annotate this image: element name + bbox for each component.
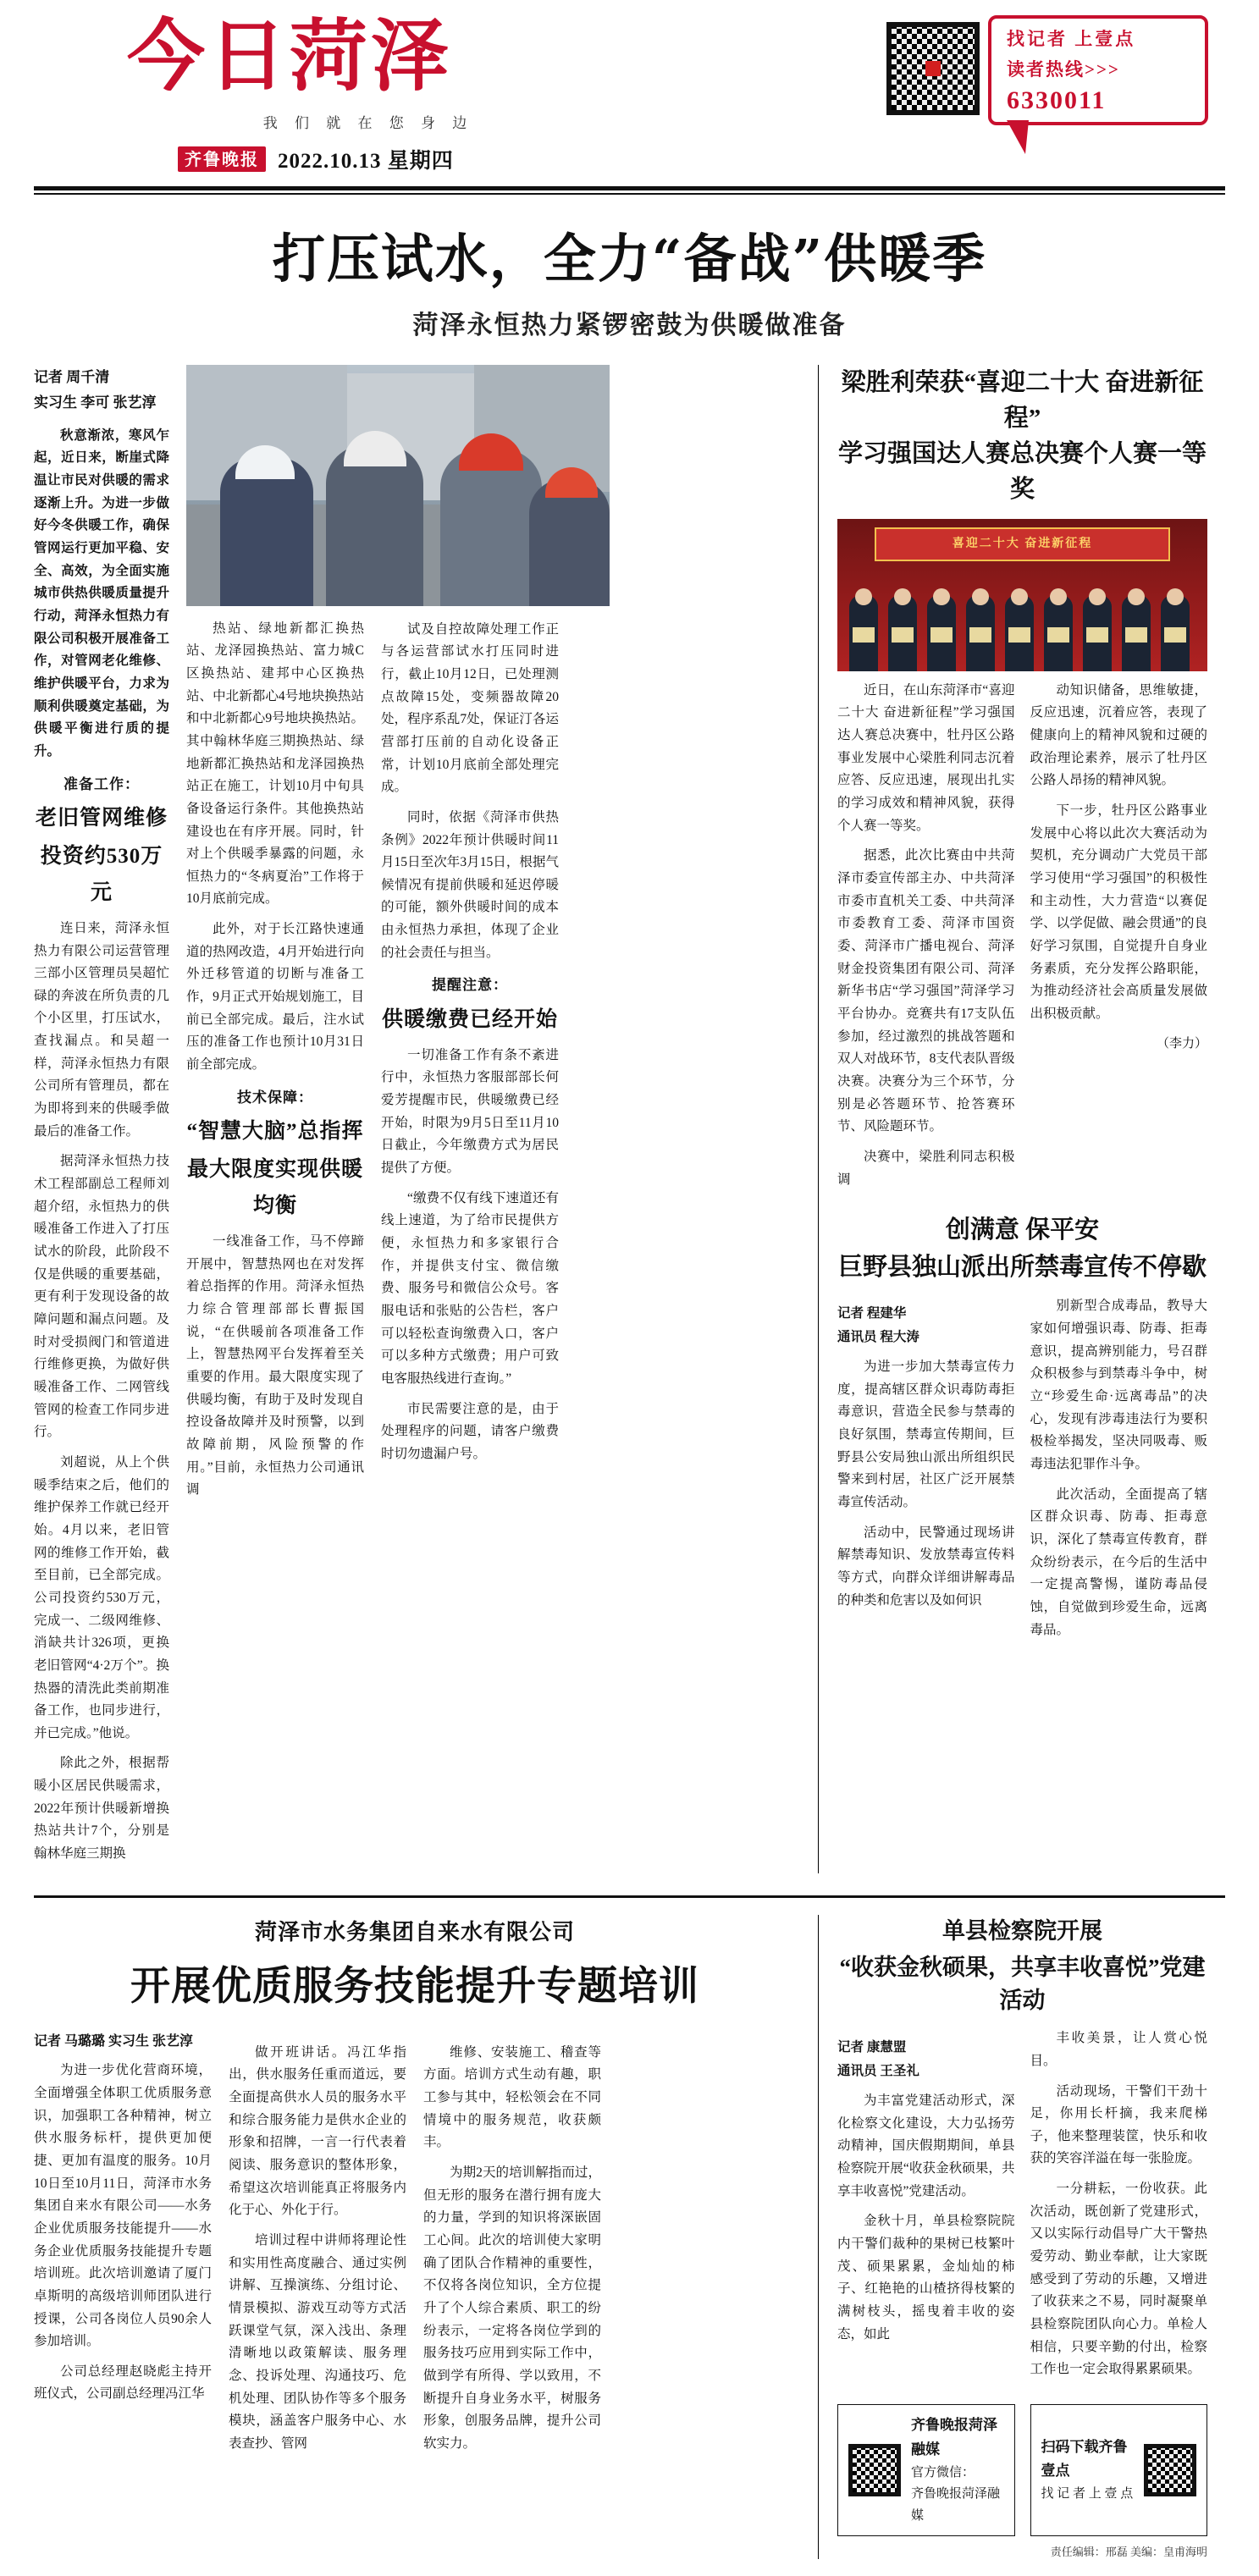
- bottom-left-title: 开展优质服务技能提升专题培训: [130, 1962, 699, 2010]
- bl-p1: 为进一步优化营商环境，全面增强全体职工优质服务意识，加强职工各种精神，树立供水服务标杆，提供更加便捷、更加有温度的服务。10月10日至10月11日，菏泽市水务集团自来水有限公司——水务企业优质服务技能提升——水务企业优质服务技能提升专题培训班。此次培训邀请了厦门卓斯明的高级培训师团队进行授课，公司各岗位人员90余人参加培训。: [34, 2063, 212, 2349]
- right-article-1-title-line-2: 学习强国达人赛总决赛个人赛一等奖: [837, 439, 1207, 503]
- ra1-signature: （李力）: [1156, 1036, 1207, 1051]
- qilu-evening-news-logo: 齐鲁晚报: [178, 146, 266, 172]
- s1-p4: 除此之外，根据帮暖小区居民供暖需求，2022年预计供暖新增换热站共计7个，分别是翰林华庭三期换: [34, 1756, 169, 1862]
- s2-p1: 热站、绿地新都汇换热站、龙泽园换热站、富力城C区换热站、建邦中心区换热站、中北新都心4号地块换热站和中北新都心9号地块换热站。其中翰林华庭三期换热站、绿地新都汇换热站和龙泽园换热站正在施工，计划10月中旬具备设备运行条件。其他换热站建设也在有序开展。同时，针对上个供暖季暴露的问题，永恒热力的“冬病夏治”工作将于10月底前完成。: [186, 621, 364, 907]
- lead-headline: 打压试水，全力“备战”供暖季: [272, 227, 987, 290]
- qr-code-icon[interactable]: [886, 22, 980, 115]
- section-5-line2: 供暖缴费已经开始: [381, 1007, 558, 1031]
- section-1-line3: 投资约530万元: [40, 844, 163, 904]
- photo-head: [1089, 588, 1106, 605]
- s5-p2: “缴费不仅有线下速道还有线上速道，为了给市民提供方便，永恒热力和多家银行合作，并提供支付宝、微信缴费、服务号和微信公众号。客服电话和张贴的公告栏，客户可以轻松查询缴费入口，客户可以多种方式缴费；用户可致电客服热线进行查询。”: [381, 1190, 559, 1386]
- ra2-byline-1: 记者 程建华: [837, 1306, 907, 1321]
- photo-head: [1011, 588, 1028, 605]
- right-article-1-title-line-1: 梁胜利荣获“喜迎二十大 奋进新征程”: [841, 368, 1204, 432]
- photo-head: [933, 588, 950, 605]
- right-article-1-body: [837, 680, 1207, 1199]
- masthead-slogan: 我 们 就 在 您 身 边: [262, 114, 474, 131]
- br-p2: 金秋十月，单县检察院院内干警们裁种的果树已枝繁叶茂、硕果累累，金灿灿的柿子、红艳艳的山楂挤得枝繁的满树枝头，摇曳着丰收的姿态，如此: [837, 2214, 1015, 2342]
- page-title: 今日菏泽: [127, 10, 453, 102]
- right-article-2-body: [837, 1295, 1207, 1649]
- photo-head: [1128, 588, 1145, 605]
- right-article-2-col-1: [837, 1295, 1015, 1649]
- right-zone: [818, 365, 1207, 1873]
- wechat-line-1: 齐鲁晚报菏泽融媒: [911, 2417, 997, 2457]
- app-qr-icon[interactable]: [1144, 2444, 1196, 2496]
- ra1-p4: 动知识储备，思维敏捷，反应迅速，沉着应答，表现了健康向上的精神风貌和过硬的政治理论素养，展示了牡丹区公路人昂扬的精神风貌。: [1030, 682, 1207, 788]
- footer-boxes: [837, 2404, 1207, 2536]
- ra2-byline-2: 通讯员 程大涛: [837, 1330, 919, 1345]
- wechat-line-3: 齐鲁晚报菏泽融媒: [911, 2487, 1001, 2523]
- workers-inspection-photo: [186, 365, 610, 606]
- s1-p3: 刘超说，从上个供暖季结束之后，他们的维护保养工作就已经开始。4月以来，老旧管网的维修工作开始，截至目前，已全部完成。公司投资约530万元，完成一、二级网维修、消缺共计326项，更换老旧管网“4·2万个”。换热器的清洗此类前期准备工作，也同步进行，并已完成。”他说。: [34, 1454, 169, 1740]
- section-1-heading: [34, 772, 169, 911]
- main-zone: [34, 365, 1225, 1873]
- app-line-1: 扫码下载齐鲁壹点: [1041, 2438, 1128, 2479]
- masthead-meta: [178, 144, 559, 174]
- photo-person-1: [220, 458, 313, 606]
- ra2-p4: 此次活动，全面提高了辖区群众识毒、防毒、拒毒意识，深化了禁毒宣传教育，群众纷纷表示，在今后的生活中一定提高警惕，谨防毒品侵蚀，自觉做到珍爱生命，远离毒品。: [1030, 1487, 1207, 1637]
- wechat-box[interactable]: [837, 2404, 1015, 2536]
- s1-p2: 据菏泽永恒热力技术工程部副总工程师刘超介绍，永恒热力的供暖准备工作进入了打压试水的阶段，此阶段不仅是供暖的重要基础，更有利于发现设备的故障问题和漏点问题。及时对受损阀门和管道进行维修更换，为做好供暖准备工作、二网管线管网的检查工作同步进行。: [34, 1154, 169, 1440]
- s3-p1: 一线准备工作，马不停蹄开展中，智慧热网也在对发挥着总指挥的作用。菏泽永恒热力综合管理部部长曹振国说，“在供暖前各项准备工作上，智慧热网平台发挥着至关重要的作用。最大限度实现了供暖均衡，有助于及时发现自控设备故障并及时预警，以到故障前期，风险预警的作用。”目前，永恒热力公司通讯调: [186, 1233, 364, 1498]
- imprint: 责任编辑：邢磊 美编：皇甫海明: [1050, 2546, 1207, 2559]
- award-ceremony-photo: [837, 519, 1207, 671]
- lead-lede: 秋意渐浓，寒风乍起，近日来，断崖式降温让市民对供暖的需求逐渐上升。为进一步做好今冬供暖工作，确保管网运行更加平稳、安全、高效，为全面实施城市供热供暖质量提升行动，菏泽永恒热力有限公司积极开展准备工作，对管网老化维修、维护供暖平台，力求为顺利供暖奠定基础，为供暖平衡进行质的提升。: [34, 427, 169, 758]
- callout-line-1: 找记者 上壹点: [1007, 29, 1136, 49]
- app-download-box[interactable]: [1030, 2404, 1208, 2536]
- qr-center-mark: [925, 61, 941, 76]
- photo-person-4: [529, 479, 610, 606]
- hotline-callout: [988, 15, 1208, 125]
- divider-thick: [34, 186, 1225, 190]
- bl-p4: 培训过程中讲师将理论性和实用性高度融合、通过实例讲解、互操演练、分组讨论、情景模拟、游戏互动等方式活跃课堂气氛，深入浅出、条理清晰地以政策解读、服务理念、投诉处理、沟通技巧、危机处理、团队协作等多个服务模块，涵盖客户服务中心、水表查抄、管网: [229, 2233, 406, 2451]
- section-3-heading: [186, 1085, 364, 1224]
- br-title-line-2: “收获金秋硕果，共享丰收喜悦”党建活动: [839, 1954, 1206, 2014]
- lead-article: [34, 365, 796, 1873]
- bottom-right-article: [818, 1915, 1207, 2560]
- lead-article-columns: [34, 365, 796, 1873]
- s4-p2: 同时，依据《菏泽市供热条例》2022年预计供暖时间11月15日至次年3月15日，根据气候情况有提前供暖和延迟停暖的可能，额外供暖时间的成本由永恒热力承担，体现了企业的社会责任与担当。: [381, 809, 559, 960]
- app-line-2: 找 记 者 上 壹 点: [1041, 2487, 1134, 2502]
- photo-banner-text: 喜迎二十大 奋进新征程: [952, 537, 1093, 550]
- wechat-text: [911, 2413, 1004, 2527]
- photo-certificate: [1164, 627, 1186, 643]
- photo-certificate: [969, 627, 991, 643]
- masthead: [34, 0, 1225, 174]
- bl-p5: 维修、安装施工、稽查等方面。培训方式生动有趣，职工参与其中，轻松领会在不同情境中的服务规范，收获颇丰。: [423, 2044, 601, 2150]
- photo-person-2: [326, 445, 423, 606]
- byline-reporter: 记者 周千清: [34, 368, 110, 385]
- photo-certificate: [1047, 627, 1069, 643]
- section-3-line3: 最大限度实现供暖均衡: [186, 1157, 363, 1217]
- section-5-heading: [381, 973, 559, 1037]
- right-article-2-title-line-1: 创满意 保平安: [945, 1216, 1100, 1244]
- right-article-2-title-line-2: 巨野县独山派出所禁毒宣传不停歇: [837, 1254, 1207, 1282]
- photo-certificate: [1008, 627, 1030, 643]
- photo-head: [972, 588, 989, 605]
- br-p5: 一分耕耘，一份收获。此次活动，既创新了党建形式，又以实际行动倡导广大干警热爱劳动、勤业奉献，让大家既感受到了劳动的乐趣，又增进了收获来之不易，同时凝聚单县检察院团队向心力。单检人相信，只要辛勤的付出，检察工作也一定会取得累累硕果。: [1030, 2182, 1207, 2377]
- right-article-1-col-1: [837, 680, 1015, 1199]
- wechat-qr-icon[interactable]: [848, 2444, 901, 2496]
- photo-banner: [875, 527, 1171, 561]
- issue-date: 2022.10.13 星期四: [278, 149, 454, 173]
- photo-certificate: [1125, 627, 1147, 643]
- photo-certificate: [892, 627, 914, 643]
- ra2-p3: 别新型合成毒品，教导大家如何增强识毒、防毒、拒毒意识，提高辨别能力，号召群众积极参与到禁毒斗争中，树立“珍爱生命·远离毒品”的决心，发现有涉毒违法行为要积极检举揭发，坚决同吸毒、贩毒违法犯罪作斗争。: [1030, 1299, 1207, 1471]
- bottom-left-subtitle: 菏泽市水务集团自来水有限公司: [254, 1919, 575, 1944]
- section-1-line2: 老旧管网维修: [35, 806, 168, 830]
- photo-person-3: [440, 450, 542, 606]
- ra2-p2: 活动中，民警通过现场讲解禁毒知识、发放禁毒宣传料等方式，向群众详细讲解毒品的种类和危害以及如何识: [837, 1525, 1015, 1608]
- lead-headline-block: [34, 195, 1225, 346]
- ra1-p2: 据悉，此次比赛由中共菏泽市委宣传部主办、中共菏泽市委市直机关工委、中共菏泽市委教育工委、菏泽市国资委、菏泽市广播电视台、菏泽财金投资集团有限公司、菏泽新华书店“学习强国”菏泽学习平台协办。竞赛共有17支队伍参加，经过激烈的挑战答题和双人对战环节，8支代表队晋级决赛。决赛分为三个环节，分别是必答题环节、抢答赛环节、风险题环节。: [837, 848, 1015, 1134]
- photo-certificate: [853, 627, 875, 643]
- right-article-1-col-2: [1030, 680, 1208, 1199]
- br-title-line-1: 单县检察院开展: [942, 1917, 1102, 1944]
- s1-p1: 连日来，菏泽永恒热力有限公司运营管理三部小区管理员吴超忙碌的奔波在所负责的几个小区里，打压试水，查找漏点。和吴超一样，菏泽永恒热力有限公司所有管理员，都在为即将到来的供暖季做最后的准备工作。: [34, 920, 169, 1139]
- br-col-1: [837, 2027, 1015, 2389]
- s5-p1: 一切准备工作有条不紊进行中，永恒热力客服部部长何爱芳提醒市民，供暖缴费已经开始，时限为9月5日至11月10日截止，今年缴费方式为居民提供了方便。: [381, 1047, 559, 1175]
- bottom-zone: [34, 1895, 1225, 2560]
- bl-byline: 记者 马璐璐 实习生 张艺淳: [34, 2033, 194, 2049]
- masthead-right: [886, 15, 1225, 125]
- br-byline-2: 通讯员 王圣礼: [837, 2064, 919, 2079]
- masthead-left: [34, 10, 559, 174]
- hotline-number: 6330011: [1007, 86, 1107, 114]
- section-1-label: 准备工作：: [64, 775, 140, 792]
- bl-col-2: [229, 2016, 406, 2463]
- bottom-left-article: [34, 1915, 796, 2560]
- right-article-2-col-2: [1030, 1295, 1208, 1649]
- br-byline-1: 记者 康慧盟: [837, 2040, 907, 2055]
- s4-p1: 试及自控故障处理工作正与各运营部试水打压同时进行，截止10月12日，已处理测点故障15处，变频器故障20处，程序系乱7处，保证汀各运营部打压前的自动化设备正常，计划10月底前全部处理完成。: [381, 621, 559, 795]
- lead-subheadline: 菏泽永恒热力紧锣密鼓为供暖做准备: [412, 311, 847, 339]
- photo-people-group: [837, 591, 1207, 671]
- br-p4: 活动现场，干警们干劲十足，你用长杆摘，我来爬梯子，他来整理装筐，快乐和收获的笑容洋溢在每一张脸庞。: [1030, 2083, 1207, 2166]
- bl-col-1: [34, 2016, 212, 2463]
- photo-head: [1050, 588, 1067, 605]
- photo-head: [894, 588, 911, 605]
- ra1-p5: 下一步，牡丹区公路事业发展中心将以此次大赛活动为契机，充分调动广大党员干部学习使用“学习强国”的积极性和主动性，大力营造“以赛促学、以学促做、融会贯通”的良好学习氛围，自觉提升自身业务素质，充分发挥公路职能，为推动经济社会高质量发展做出积极贡献。: [1030, 803, 1207, 1021]
- bottom-left-columns: [34, 2016, 796, 2463]
- br-p1: 为丰富党建活动形式，深化检察文化建设，大力弘扬劳动精神，国庆假期期间，单县检察院开展“收获金秋硕果，共享丰收喜悦”党建活动。: [837, 2093, 1015, 2198]
- br-columns: [837, 2027, 1207, 2389]
- s2-p2: 此外，对于长江路快速通道的热网改造，4月开始进行向外迁移管道的切断与准备工作，9月正式开始规划施工，目前已全部完成。最后，注水试压的准备工作也预计10月31日前全部完成。: [186, 922, 364, 1073]
- br-col-2: [1030, 2027, 1208, 2389]
- photo-certificate: [1086, 627, 1108, 643]
- bl-p2: 公司总经理赵晓彪主持开班仪式，公司副总经理冯江华: [34, 2364, 212, 2402]
- photo-head: [1167, 588, 1184, 605]
- lead-column-1: [34, 365, 169, 1873]
- photo-head: [855, 588, 872, 605]
- bl-p3: 做开班讲话。冯江华指出，供水服务任重而道远，要全面提高供水人员的服务水平和综合服务能力是供水企业的形象和招牌，一言一行代表着阅读、服务意识的整体形象，希望这次培训能真正将服务内化于心、外化于行。: [229, 2044, 406, 2218]
- section-3-line2: “智慧大脑”总指挥: [186, 1119, 364, 1143]
- ra1-p1: 近日，在山东菏泽市“喜迎二十大 奋进新征程”学习强国达人赛总决赛中，牡丹区公路事业发展中心梁胜利同志沉着应答、反应迅速，展现出扎实的学习成效和精神风貌，获得个人赛一等奖。: [837, 682, 1015, 833]
- wechat-line-2: 官方微信：: [911, 2465, 975, 2479]
- bl-col-3: [423, 2016, 601, 2463]
- ra2-p1: 为进一步加大禁毒宣传力度，提高辖区群众识毒防毒拒毒意识，营造全民参与禁毒的良好氛围，禁毒宣传期间，巨野县公安局独山派出所组织民警来到村居，社区广泛开展禁毒宣传活动。: [837, 1360, 1015, 1510]
- photo-certificate: [930, 627, 953, 643]
- section-3-label: 技术保障：: [237, 1089, 313, 1106]
- section-5-label: 提醒注意：: [432, 977, 508, 994]
- s5-p3: 市民需要注意的是，由于处理程序的问题，请客户缴费时切勿遗漏户号。: [381, 1401, 559, 1461]
- byline-intern: 实习生 李可 张艺淳: [34, 394, 157, 411]
- app-text: [1041, 2435, 1135, 2506]
- bl-p6: 为期2天的培训解指而过，但无形的服务在潜行拥有庞大的力量，学到的知识将深嵌固工心间。此次的培训使大家明确了团队合作精神的重要性，不仅将各岗位知识，全方位提升了个人综合素质、职工的纷纷表示，一定将各岗位学到的服务技巧应用到实际工作中，做到学有所得、学以致用，不断提升自身业务水平，树服务形象，创服务品牌，提升公司软实力。: [423, 2165, 601, 2451]
- lead-column-2: [186, 365, 364, 1873]
- callout-line-2: 读者热线>>>: [1007, 59, 1120, 80]
- br-p3: 丰收美景，让人赏心悦目。: [1030, 2031, 1207, 2068]
- ra1-p3: 决赛中，梁胜利同志积极调: [837, 1149, 1015, 1187]
